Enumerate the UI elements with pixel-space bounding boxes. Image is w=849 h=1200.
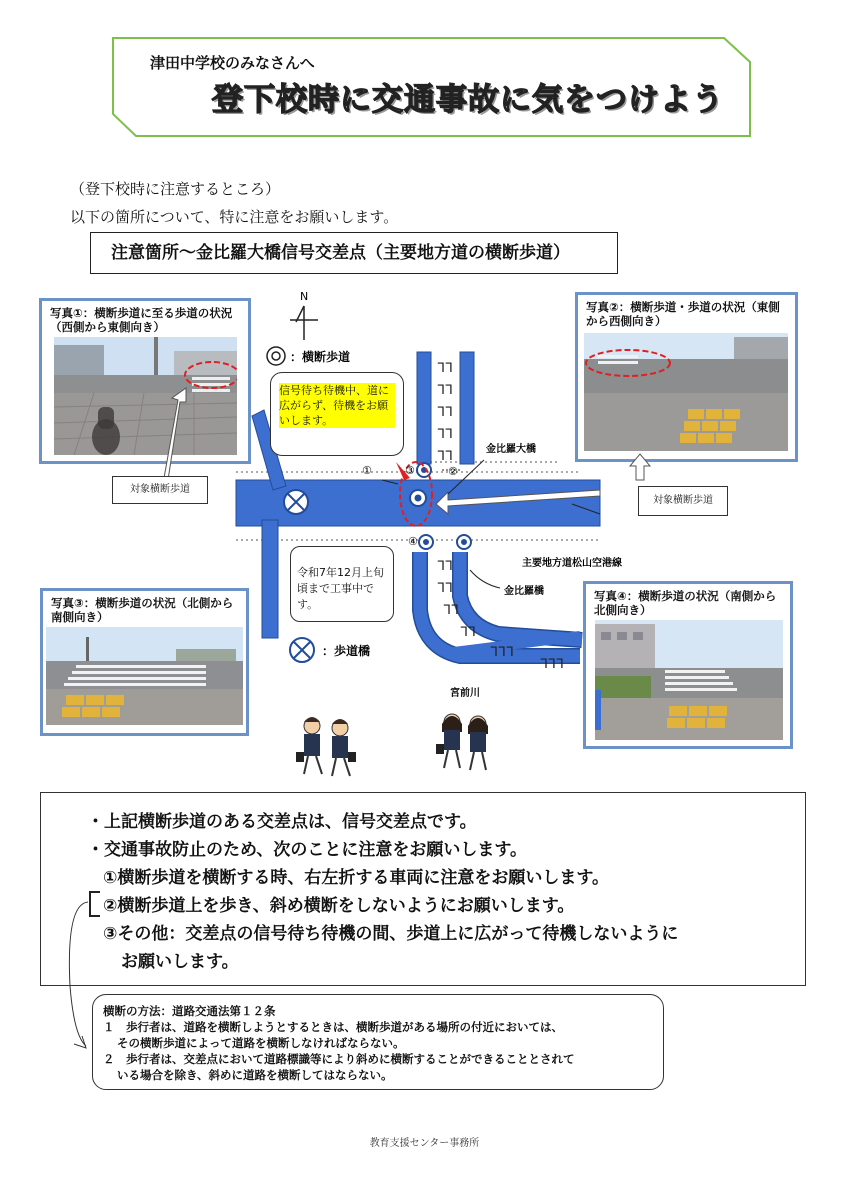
note-5: ③その他：交差点の信号待ち待機の間、歩道上に広がって待機しないように <box>103 924 679 944</box>
num-2: ② <box>448 465 458 478</box>
legend-crosswalk-icon <box>267 347 285 365</box>
intro-text: 以下の箇所について、特に注意をお願いします。 <box>70 208 399 226</box>
bridge-bottom-label: 金比羅橋 <box>504 586 544 597</box>
svg-text:ᒣᒣ: ᒣᒣ <box>437 581 453 596</box>
svg-text:ᒣᒣ: ᒣᒣ <box>437 559 453 574</box>
section-label: （登下校時に注意するところ） <box>70 180 281 198</box>
num-3: ③ <box>405 464 415 477</box>
target-crosswalk-label-right: 対象横断歩道 <box>638 486 728 516</box>
caution-title: 注意箇所～金比羅大橋信号交差点（主要地方道の横断歩道） <box>111 243 570 263</box>
law-line-3: ２ 歩行者は、交差点において道路標識等により斜めに横断することができることとされて <box>103 1052 575 1066</box>
river-label: 宮前川 <box>450 688 480 699</box>
svg-text:ᒣᒣ: ᒣᒣ <box>443 603 459 618</box>
legend-footbridge-label: ：歩道橋 <box>322 644 371 658</box>
law-title: 横断の方法：道路交通法第１２条 <box>103 1004 276 1018</box>
footer-office: 教育支援センター事務所 <box>369 1138 480 1149</box>
svg-text:ᒣᒣ: ᒣᒣ <box>437 427 453 442</box>
law-box <box>92 994 664 1090</box>
legend-crosswalk-label: ：横断歩道 <box>290 350 351 364</box>
law-line-2: その横断歩道によって道路を横断しなければならない。 <box>117 1036 405 1050</box>
bridge-top-label: 金比羅大橋 <box>486 444 536 455</box>
num-1: ① <box>362 464 372 477</box>
target-crosswalk-label-left: 対象横断歩道 <box>112 476 208 504</box>
law-line-4: いる場合を除き、斜めに道路を横断してはならない。 <box>117 1068 393 1082</box>
photo-2-title: 写真②：横断歩道・歩道の状況（東側 から西側向き） <box>586 300 780 328</box>
note-4: ②横断歩道上を歩き、斜め横断をしないようにお願いします。 <box>103 896 575 916</box>
photo-3-title: 写真③：横断歩道の状況（北側から 南側向き） <box>51 596 234 624</box>
page-title: 登下校時に交通事故に気をつけよう <box>212 82 724 118</box>
callout-waiting: 信号待ち待機中、道に広がらず、待機をお願いします。 <box>270 372 404 456</box>
svg-text:ᒣᒣ: ᒣᒣ <box>437 449 453 464</box>
svg-text:ᒣᒣ: ᒣᒣ <box>460 625 476 640</box>
north-arrow-icon <box>290 306 318 340</box>
photo-1-title: 写真①：横断歩道に至る歩道の状況 （西側から東側向き） <box>50 306 233 334</box>
law-line-1: １ 歩行者は、道路を横断しようとするときは、横断歩道がある場所の付近においては、 <box>103 1020 563 1034</box>
num-4: ④ <box>408 535 418 548</box>
main-road-label: 主要地方道松山空港線 <box>522 558 622 569</box>
photo-4-title: 写真④：横断歩道の状況（南側から 北側向き） <box>594 589 777 617</box>
note-2: ・交通事故防止のため、次のことに注意をお願いします。 <box>87 840 527 860</box>
notes-box <box>40 792 806 986</box>
svg-text:ᒣᒣ: ᒣᒣ <box>437 383 453 398</box>
note-1: ・上記横断歩道のある交差点は、信号交差点です。 <box>87 812 477 832</box>
note-3: ①横断歩道を横断する時、右左折する車両に注意をお願いします。 <box>103 868 610 888</box>
svg-text:ᒣᒣᒣ: ᒣᒣᒣ <box>540 657 564 672</box>
header-recipient: 津田中学校のみなさんへ <box>150 54 315 72</box>
intersection-map <box>0 280 849 780</box>
callout-construction: 令和7年12月上旬頃まで工事中です。 <box>290 546 394 622</box>
north-label: N <box>300 290 309 303</box>
svg-text:ᒣᒣ: ᒣᒣ <box>437 361 453 376</box>
note-6: お願いします。 <box>121 952 239 972</box>
caution-title-box <box>90 232 618 274</box>
students-illustration <box>296 714 488 776</box>
svg-text:ᒣᒣ: ᒣᒣ <box>437 405 453 420</box>
footbridge-marker-icon <box>284 490 308 514</box>
legend-footbridge-icon <box>290 638 314 662</box>
svg-text:ᒣᒣᒣ: ᒣᒣᒣ <box>490 645 514 660</box>
